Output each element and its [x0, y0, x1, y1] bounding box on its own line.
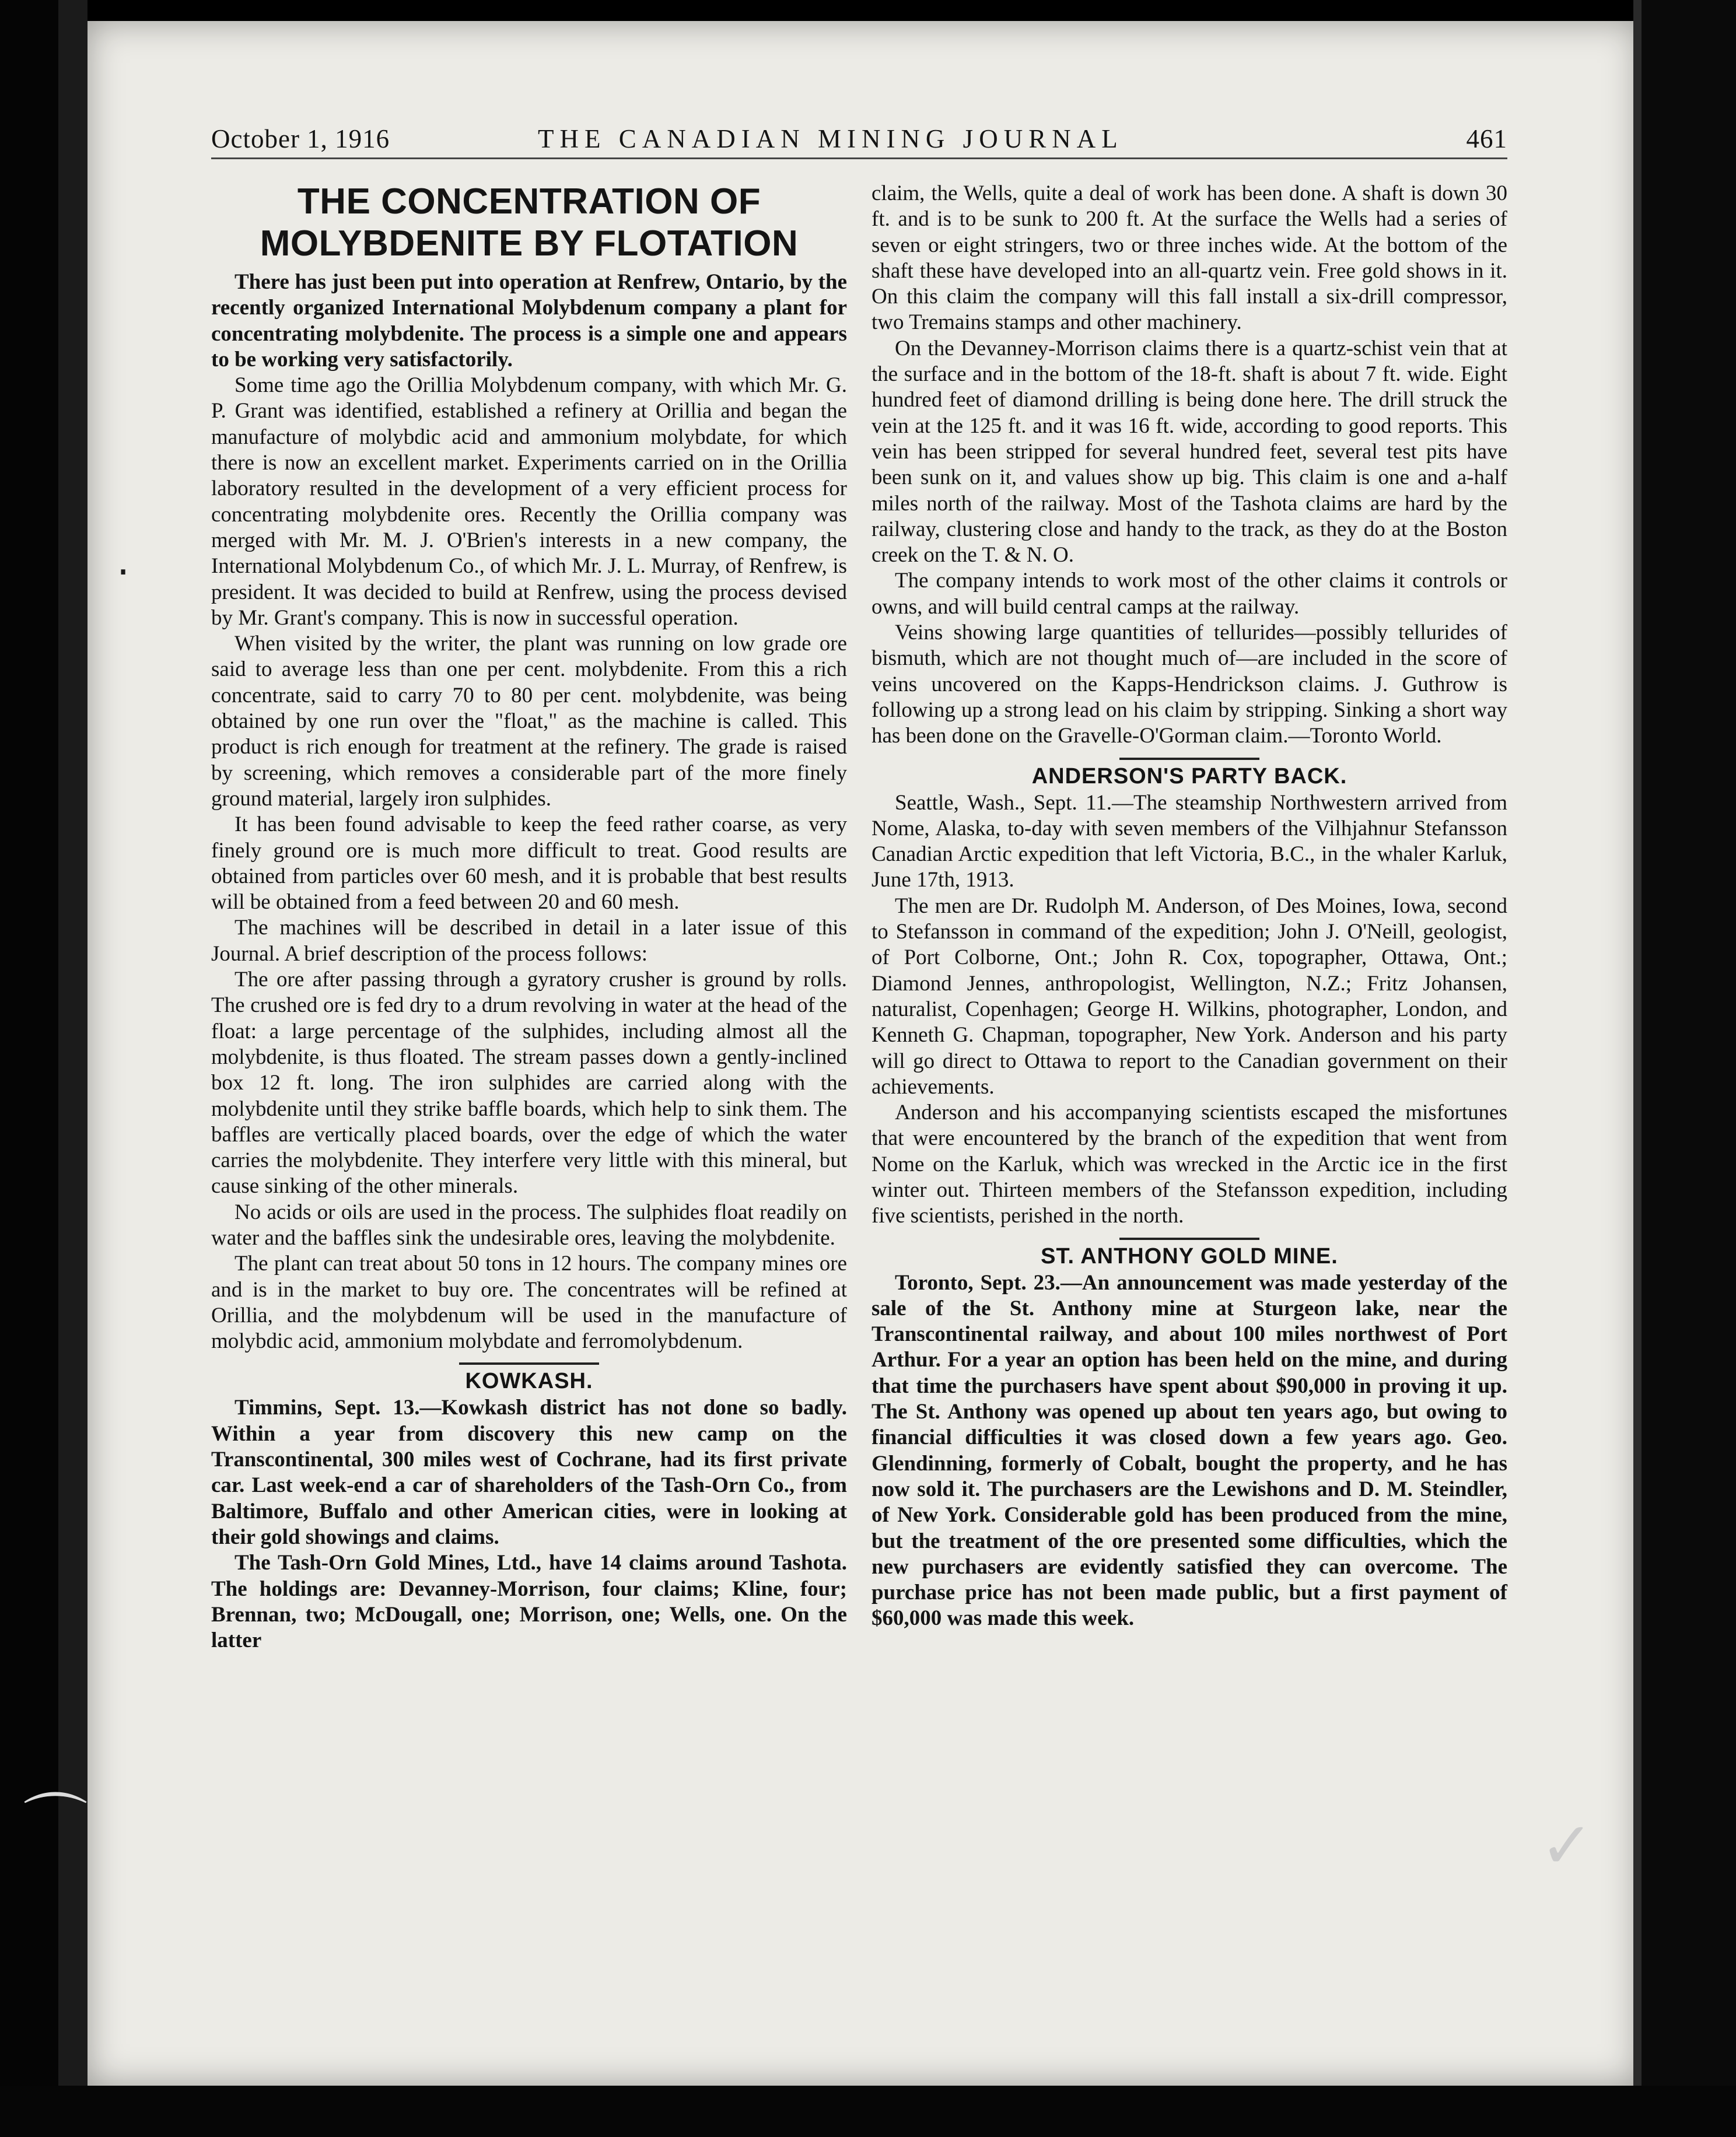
article-headline-molybdenite: THE CONCENTRATION OF MOLYBDENITE BY FLOTATION	[260, 181, 799, 264]
article-paragraph: It has been found advisable to keep the feed rather coarse, as very finely ground ore is much more difficult to treat. Good results are obtained from particles over 60 mesh, and it is probable that best results will be obtained from a feed between 20 and 60 mesh.	[211, 812, 847, 915]
article-headline-kowkash: KOWKASH.	[465, 1369, 593, 1394]
section-divider	[459, 1362, 599, 1365]
article-paragraph: claim, the Wells, quite a deal of work has been done. A shaft is down 30 ft. and is to be sunk to 200 ft. At the surface the Wells had a series of seven or eight stringers, two or three inches wide. At the bottom of the shaft these have developed into an all-quartz vein. Free gold shows in it. On this claim the company will this fall install a six-drill compressor, two Tremains stamps and other machinery.	[872, 181, 1507, 335]
column-right	[872, 181, 1507, 2036]
article-paragraph: Seattle, Wash., Sept. 11.—The steamship Northwestern arrived from Nome, Alaska, to-day with seven members of the Vilhjahnur Stefansson Canadian Arctic expedition that left Victoria, B.C., in the whaler Karluk, June 17th, 1913.	[872, 790, 1507, 892]
section-divider	[1119, 1238, 1259, 1240]
margin-pencil-mark: ⌒	[23, 1787, 88, 1862]
article-paragraph: The plant can treat about 50 tons in 12 hours. The company mines ore and is in the market to buy ore. The concentrates will be refined at Orillia, and the molybdenum will be used in the manufacture of molybdic acid, ammonium molybdate and ferromolybdenum.	[211, 1252, 847, 1354]
header-rule	[211, 157, 1507, 159]
article-paragraph: The ore after passing through a gyratory crusher is ground by rolls. The crushed ore is fed dry to a drum revolving in water at the head of the float: a large percentage of the sulphides, including almost all the molybdenite, is thus floated. The stream passes down a gently-inclined box 12 ft. long. The iron sulphides are carried along with the molybdenite until they strike baffle boards, which help to sink them. The baffles are vertically placed boards, over the edge of which the water carries the molybdenite. They interfere very little with this mineral, but cause sinking of the other minerals.	[211, 968, 847, 1199]
section-divider	[1119, 758, 1259, 760]
article-paragraph: On the Devanney-Morrison claims there is a quartz-schist vein that at the surface and in the bottom of the 18-ft. shaft is about 7 ft. wide. Eight hundred feet of diamond drilling is being done here. The drill struck the vein at the 125 ft. and it was 16 ft. wide, according to good reports. This vein has been stripped for several hundred feet, several test pits have been sunk on it, and values show up big. This claim is one and a-half miles north of the railway. Most of the Tashota claims are hard by the railway, clustering close and handy to the track, as they do at the Boston creek on the T. & N. O.	[872, 336, 1507, 567]
issue-date: October 1, 1916	[211, 124, 390, 153]
running-head	[211, 124, 1507, 159]
article-paragraph: The company intends to work most of the other claims it controls or owns, and will build central camps at the railway.	[872, 569, 1507, 619]
article-paragraph: Toronto, Sept. 23.—An announcement was made yesterday of the sale of the St. Anthony mine at Sturgeon lake, near the Transcontinental railway, and about 100 miles northwest of Port Arthur. For a year an option has been held on the mine, and during that time the purchasers have spent about $90,000 in proving it up. The St. Anthony was opened up about ten years ago, but owing to financial difficulties it was closed down a few years ago. Geo. Glendinning, formerly of Cobalt, bought the property, and he has now sold it. The purchasers are the Lewishons and D. M. Steindler, of New York. Considerable gold has been produced from the mine, but the treatment of the ore presented some difficulties, which the new purchasers are evidently satisfied they can overcome. The purchase price has not been made public, but a first payment of $60,000 was made this week.	[872, 1270, 1507, 1631]
article-paragraph: Veins showing large quantities of tellurides—possibly tellurides of bismuth, which are not thought much of—are included in the score of veins uncovered on the Kapps-Hendrickson claims. J. Guthrow is following up a strong lead on his claim by stripping. Sinking a short way has been done on the Gravelle-O'Gorman claim.—Toronto World.	[872, 621, 1507, 748]
article-paragraph: The men are Dr. Rudolph M. Anderson, of Des Moines, Iowa, second to Stefansson in command of the expedition; John J. O'Neill, geologist, of Port Colborne, Ont.; John R. Cox, topographer, Ottawa, Ont.; Diamond Jennes, anthropologist, Wellington, N.Z.; Fritz Johansen, naturalist, Copenhagen; George H. Wilkins, photographer, London, and Kenneth G. Chapman, topographer, New York. Anderson and his party will go direct to Ottawa to report to the Canadian government on their achievements.	[872, 894, 1507, 1099]
article-paragraph: The machines will be described in detail in a later issue of this Journal. A brief description of the process follows:	[211, 916, 847, 966]
scan-right-gutter	[1633, 0, 1736, 2137]
article-headline-anderson: ANDERSON'S PARTY BACK.	[1031, 763, 1348, 789]
article-paragraph: There has just been put into operation at Renfrew, Ontario, by the recently organized International Molybdenum company a plant for concentrating molybdenite. The process is a simple one and appears to be working very satisfactorily.	[211, 270, 847, 372]
article-paragraph: Timmins, Sept. 13.—Kowkash district has not done so badly. Within a year from discovery this new camp on the Transcontinental, 300 miles west of Cochrane, had its first private car. Last week-end a car of shareholders of the Tash-Orn Co., from Baltimore, Buffalo and other American cities, were in looking at their gold showings and claims.	[211, 1396, 847, 1549]
article-paragraph: Anderson and his accompanying scientists escaped the misfortunes that were encountered by the branch of the expedition that went from Nome on the Karluk, which was wrecked in the Arctic ice in the first winter out. Thirteen members of the Stefansson expedition, including five scientists, perished in the north.	[872, 1101, 1507, 1228]
margin-smudge-mark: ·	[117, 548, 130, 596]
column-left	[211, 181, 847, 2036]
article-paragraph: The Tash-Orn Gold Mines, Ltd., have 14 claims around Tashota. The holdings are: Devanney-Morrison, four claims; Kline, four; Brennan, two; McDougall, one; Morrison, one; Wells, one. On the latter	[211, 1551, 847, 1653]
page-number: 461	[1466, 124, 1507, 153]
article-paragraph: Some time ago the Orillia Molybdenum company, with which Mr. G. P. Grant was identified, established a refinery at Orillia and began the manufacture of molybdic acid and ammonium molybdate, for which there is now an excellent market. Experiments carried on in the Orillia laboratory resulted in the development of a very efficient process for concentrating molybdenite ores. Recently the Orillia company was merged with Mr. M. J. O'Brien's interests in a new company, the International Molybdenum Co., of which Mr. J. L. Murray, of Renfrew, is president. It was decided to build at Renfrew, using the process devised by Mr. Grant's company. This is now in successful operation.	[211, 373, 847, 630]
scan-bottom-edge	[0, 2086, 1736, 2137]
article-paragraph: When visited by the writer, the plant was running on low grade ore said to average less than one per cent. molybdenite. From this a rich concentrate, said to carry 70 to 80 per cent. molybdenite, was being obtained by one run over the "float," as the machine is called. This product is rich enough for treatment at the refinery. The grade is raised by screening, which removes a considerable part of the more finely ground material, largely iron sulphides.	[211, 632, 847, 811]
article-paragraph: No acids or oils are used in the process. The sulphides float readily on water and the baffles sink the undesirable ores, leaving the molybdenite.	[211, 1200, 847, 1250]
article-headline-st-anthony: ST. ANTHONY GOLD MINE.	[1041, 1243, 1338, 1269]
margin-tick-mark: ✓	[1540, 1808, 1594, 1883]
journal-title: THE CANADIAN MINING JOURNAL	[538, 124, 1124, 153]
